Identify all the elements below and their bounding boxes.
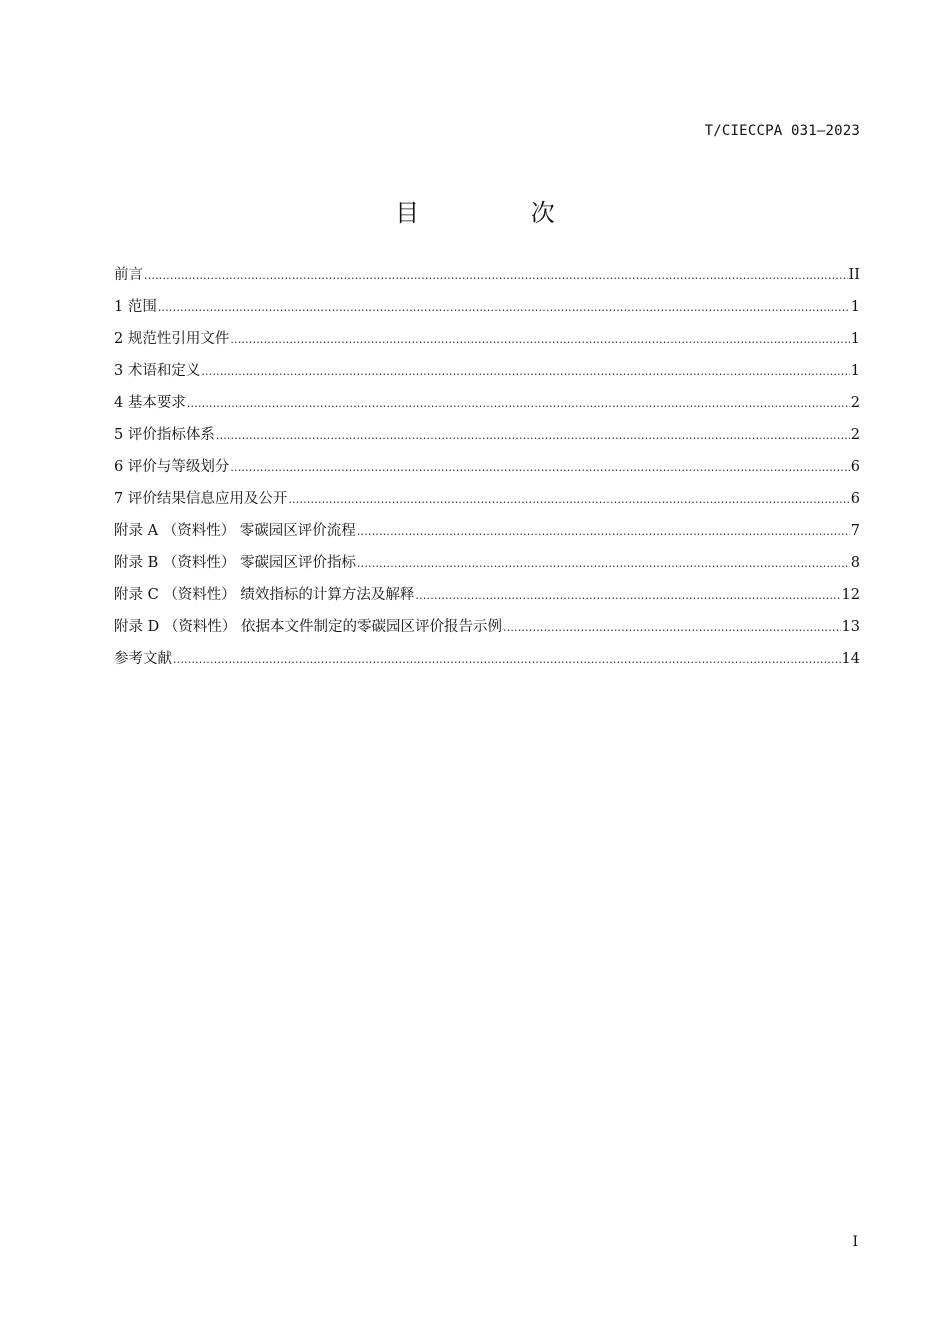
toc-leader-dots (357, 519, 850, 545)
toc-entry-label: 前言 (114, 267, 143, 283)
page-number: I (852, 1234, 858, 1250)
toc-entry-appendix-c[interactable] (114, 582, 860, 614)
toc-entry-page: 1 (850, 331, 860, 347)
toc-entry-label: 参考文献 (114, 651, 172, 667)
toc-entry-page: 14 (841, 651, 860, 667)
toc-entry-bibliography[interactable] (114, 646, 860, 678)
toc-entry-label: 2 规范性引用文件 (114, 331, 230, 347)
toc-leader-dots (187, 391, 850, 417)
toc-leader-dots (216, 423, 850, 449)
toc-leader-dots (158, 295, 850, 321)
toc-entry-page: 12 (841, 587, 860, 603)
toc-entry-normative-references[interactable] (114, 326, 860, 358)
toc-entry-scope[interactable] (114, 294, 860, 326)
toc-entry-label: 6 评价与等级划分 (114, 459, 230, 475)
toc-entry-evaluation-index-system[interactable] (114, 422, 860, 454)
toc-entry-appendix-a[interactable] (114, 518, 860, 550)
toc-entry-page: 6 (850, 491, 860, 507)
toc-leader-dots (230, 455, 849, 481)
document-code: T/CIECCPA 031—2023 (704, 123, 860, 139)
toc-entry-label: 附录 D （资料性） 依据本文件制定的零碳园区评价报告示例 (114, 619, 502, 635)
toc-entry-page: 2 (850, 395, 860, 411)
toc-entry-results-disclosure[interactable] (114, 486, 860, 518)
toc-entry-label: 3 术语和定义 (114, 363, 201, 379)
toc-entry-page: 7 (850, 523, 860, 539)
toc-entry-label: 附录 B （资料性） 零碳园区评价指标 (114, 555, 356, 571)
toc-entry-label: 附录 C （资料性） 绩效指标的计算方法及解释 (114, 587, 415, 603)
table-of-contents (114, 262, 860, 678)
toc-leader-dots (357, 551, 850, 577)
toc-entry-label: 附录 A （资料性） 零碳园区评价流程 (114, 523, 356, 539)
toc-entry-page: 1 (850, 363, 860, 379)
page-title: 目 次 (395, 199, 607, 227)
toc-entry-label: 4 基本要求 (114, 395, 186, 411)
toc-entry-page: 1 (850, 299, 860, 315)
toc-entry-label: 5 评价指标体系 (114, 427, 215, 443)
toc-leader-dots (173, 647, 841, 673)
toc-entry-page: 13 (841, 619, 860, 635)
toc-entry-label: 7 评价结果信息应用及公开 (114, 491, 288, 507)
toc-entry-page: II (848, 267, 860, 283)
toc-entry-basic-requirements[interactable] (114, 390, 860, 422)
toc-entry-page: 2 (850, 427, 860, 443)
toc-entry-foreword[interactable] (114, 262, 860, 294)
toc-entry-appendix-d[interactable] (114, 614, 860, 646)
toc-leader-dots (201, 359, 849, 385)
toc-entry-evaluation-grading[interactable] (114, 454, 860, 486)
toc-entry-label: 1 范围 (114, 299, 157, 315)
toc-entry-page: 6 (850, 459, 860, 475)
toc-leader-dots (230, 327, 849, 353)
toc-leader-dots (144, 263, 848, 289)
toc-leader-dots (503, 615, 841, 641)
toc-entry-appendix-b[interactable] (114, 550, 860, 582)
toc-entry-terms-definitions[interactable] (114, 358, 860, 390)
toc-entry-page: 8 (850, 555, 860, 571)
toc-leader-dots (288, 487, 849, 513)
toc-leader-dots (415, 583, 840, 609)
